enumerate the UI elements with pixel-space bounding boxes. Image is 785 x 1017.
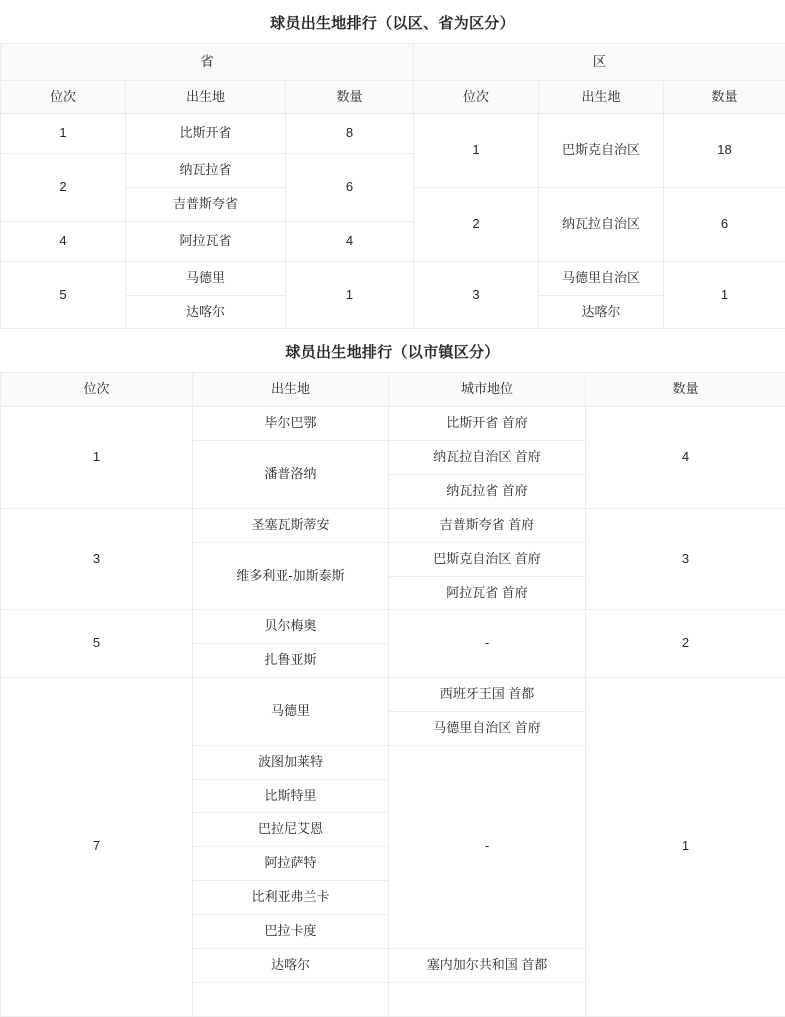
municipality-count: 1 <box>586 678 785 1016</box>
province-rank: 5 <box>1 261 126 329</box>
col-header-province-count: 数量 <box>286 80 414 114</box>
municipality-birthplace: 比利亚弗兰卡 <box>193 881 389 915</box>
region-rank: 2 <box>414 188 539 262</box>
group-header-region: 区 <box>414 44 785 81</box>
province-count: 6 <box>286 154 414 222</box>
province-birthplace: 吉普斯夸省 <box>126 188 286 222</box>
table-row <box>1 508 785 542</box>
municipality-birthplace: 阿拉萨特 <box>193 847 389 881</box>
col-header-city-status: 城市地位 <box>389 373 586 407</box>
table2-title: 球员出生地排行（以市镇区分） <box>0 329 785 372</box>
municipality-birthplace: 波图加莱特 <box>193 745 389 779</box>
municipality-rank: 5 <box>1 610 193 678</box>
municipality-status: 西班牙王国 首都 <box>389 678 586 712</box>
municipality-birthplace: 维多利亚-加斯泰斯 <box>193 542 389 610</box>
table-row-column-header <box>1 80 785 114</box>
province-birthplace: 纳瓦拉省 <box>126 154 286 188</box>
municipality-status: 纳瓦拉省 首府 <box>389 475 586 509</box>
municipality-count: 2 <box>586 610 785 678</box>
table-row <box>1 407 785 441</box>
province-count: 4 <box>286 221 414 261</box>
col-header-region-birthplace: 出生地 <box>539 80 664 114</box>
municipality-status: 巴斯克自治区 首府 <box>389 542 586 576</box>
table1-title: 球员出生地排行（以区、省为区分） <box>0 0 785 43</box>
municipality-count: 4 <box>586 407 785 509</box>
col-header-province-rank: 位次 <box>1 80 126 114</box>
region-rank: 1 <box>414 114 539 188</box>
municipality-status: 比斯开省 首府 <box>389 407 586 441</box>
municipality-birthplace: 马德里 <box>193 678 389 746</box>
col-header-count: 数量 <box>586 373 785 407</box>
table-row <box>1 261 785 295</box>
region-count: 18 <box>664 114 785 188</box>
province-birthplace: 马德里 <box>126 261 286 295</box>
col-header-province-birthplace: 出生地 <box>126 80 286 114</box>
region-rank: 3 <box>414 261 539 329</box>
municipality-status-empty <box>389 982 586 1016</box>
table-row <box>1 678 785 712</box>
municipality-status: - <box>389 610 586 678</box>
region-birthplace: 纳瓦拉自治区 <box>539 188 664 262</box>
col-header-region-rank: 位次 <box>414 80 539 114</box>
birthplace-by-region-table <box>0 43 785 329</box>
region-birthplace: 达喀尔 <box>539 295 664 329</box>
municipality-birthplace: 扎鲁亚斯 <box>193 644 389 678</box>
municipality-rank: 3 <box>1 508 193 610</box>
municipality-rank: 7 <box>1 678 193 1016</box>
municipality-birthplace: 巴拉尼艾恩 <box>193 813 389 847</box>
col-header-region-count: 数量 <box>664 80 785 114</box>
municipality-birthplace: 比斯特里 <box>193 779 389 813</box>
region-count: 6 <box>664 188 785 262</box>
province-rank: 1 <box>1 114 126 154</box>
municipality-status: 塞内加尔共和国 首都 <box>389 948 586 982</box>
municipality-birthplace: 毕尔巴鄂 <box>193 407 389 441</box>
municipality-rank: 1 <box>1 407 193 509</box>
municipality-status: 吉普斯夸省 首府 <box>389 508 586 542</box>
region-birthplace: 巴斯克自治区 <box>539 114 664 188</box>
region-birthplace: 马德里自治区 <box>539 261 664 295</box>
municipality-count: 3 <box>586 508 785 610</box>
col-header-birthplace: 出生地 <box>193 373 389 407</box>
table-row-group-header <box>1 44 785 81</box>
municipality-status: 马德里自治区 首府 <box>389 711 586 745</box>
municipality-birthplace: 圣塞瓦斯蒂安 <box>193 508 389 542</box>
municipality-birthplace: 巴拉卡度 <box>193 914 389 948</box>
group-header-province: 省 <box>1 44 414 81</box>
province-rank: 4 <box>1 221 126 261</box>
col-header-rank: 位次 <box>1 373 193 407</box>
municipality-birthplace: 潘普洛纳 <box>193 441 389 509</box>
region-count: 1 <box>664 261 785 329</box>
municipality-status: - <box>389 745 586 948</box>
province-birthplace: 达喀尔 <box>126 295 286 329</box>
table-row <box>1 114 785 154</box>
province-count: 8 <box>286 114 414 154</box>
province-count: 1 <box>286 261 414 329</box>
municipality-birthplace: 达喀尔 <box>193 948 389 982</box>
municipality-birthplace-empty <box>193 982 389 1016</box>
birthplace-by-municipality-table <box>0 372 785 1016</box>
municipality-status: 阿拉瓦省 首府 <box>389 576 586 610</box>
table-row <box>1 610 785 644</box>
province-rank: 2 <box>1 154 126 222</box>
municipality-birthplace: 贝尔梅奥 <box>193 610 389 644</box>
municipality-status: 纳瓦拉自治区 首府 <box>389 441 586 475</box>
table-row-column-header <box>1 373 785 407</box>
province-birthplace: 比斯开省 <box>126 114 286 154</box>
province-birthplace: 阿拉瓦省 <box>126 221 286 261</box>
